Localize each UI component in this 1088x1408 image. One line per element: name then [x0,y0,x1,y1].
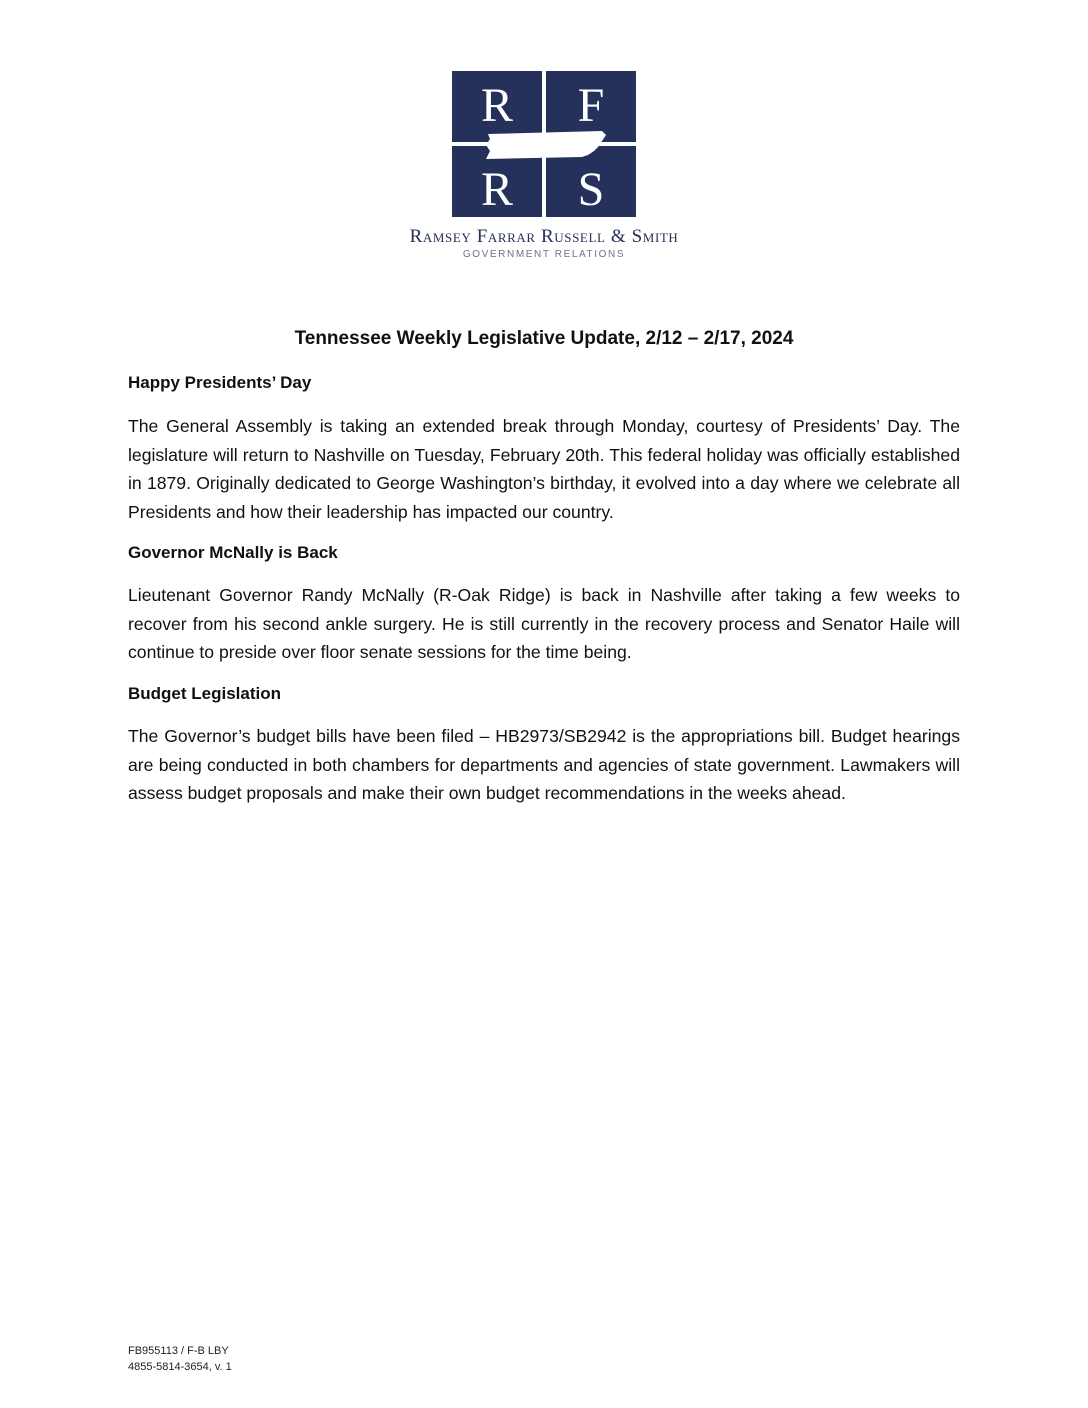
footer-doc-version: 4855-5814-3654, v. 1 [128,1361,232,1373]
logo-letter-s: S [577,163,605,216]
section-body-mcnally: Lieutenant Governor Randy McNally (R-Oak Ridge) is back in Nashville after taking a few weeks to recover from his second ankle surgery. He is still currently in the recovery process and Senator Haile will continue to preside over floor senate sessions for the time being. [128,585,960,663]
firm-name [344,226,744,248]
section-heading-budget: Budget Legislation [128,684,281,703]
footer-doc-code: FB955113 / F-B LBY [128,1345,229,1357]
logo-letter-f: F [577,79,605,132]
section-body-presidents-day: The General Assembly is taking an extended break through Monday, courtesy of Presidents’ Day. The legislature will return to Nashville on Tuesday, February 20th. This federal holiday was officially established in 1879. Originally dedicated to George Washington’s birthday, it evolved into a day where we celebrate all Presidents and how their leadership has impacted our country. [128,416,960,522]
section-heading-mcnally: Governor McNally is Back [128,543,338,562]
firm-name-text: Ramsey Farrar Russell & Smith [409,226,679,247]
firm-subtitle: GOVERNMENT RELATIONS [462,249,626,260]
firm-logo [452,71,636,217]
document-title: Tennessee Weekly Legislative Update, 2/12 – 2/17, 2024 [294,328,794,349]
logo-letter-r-bottom: R [480,163,514,216]
tennessee-shape-icon [486,131,606,159]
logo-grid [452,71,636,217]
logo-letter-r-top: R [480,79,514,132]
section-body-budget: The Governor’s budget bills have been filed – HB2973/SB2942 is the appropriations bill. Budget hearings are being conducted in both chambers for departments and agencies of state government. Lawmakers will assess budget proposals and make their own budget recommendations in the weeks ahead. [128,726,960,804]
section-heading-presidents-day: Happy Presidents’ Day [128,373,312,392]
